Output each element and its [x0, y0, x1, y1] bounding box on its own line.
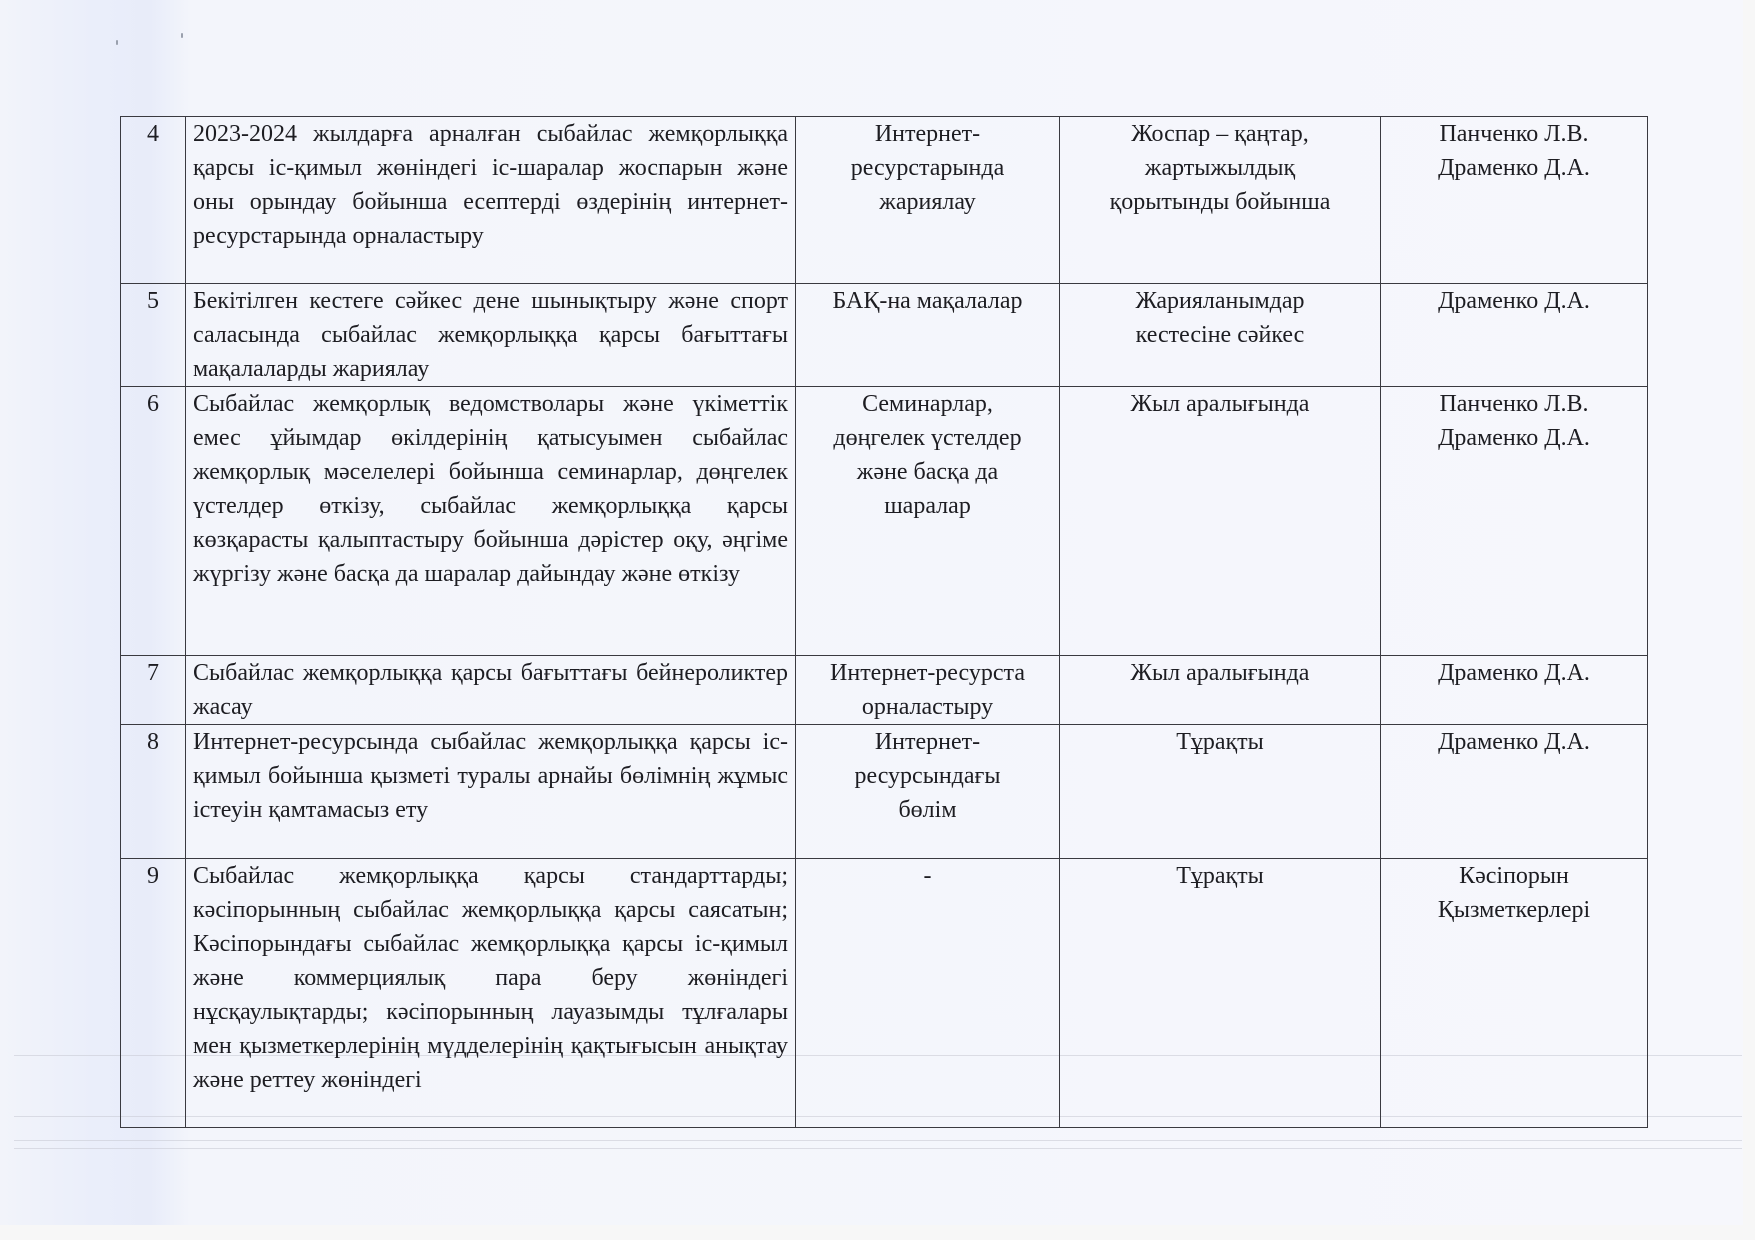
- cell-line: Жоспар – қаңтар,: [1131, 121, 1309, 147]
- responsible-cell: [1381, 859, 1648, 1128]
- cell-line: шаралар: [884, 493, 971, 519]
- cell-line: Интернет-: [874, 729, 981, 755]
- row-number: 7: [121, 656, 186, 725]
- cell-line: Жыл аралығында: [1130, 660, 1310, 686]
- cell-line: Кәсіпорын: [1459, 863, 1569, 889]
- cell-line: Жыл аралығында: [1130, 391, 1310, 417]
- completion-form-cell: [796, 117, 1060, 284]
- action-plan-table: [120, 116, 1648, 1128]
- cell-line: Семинарлар,: [862, 391, 993, 417]
- cell-line: Драменко Д.А.: [1438, 729, 1590, 755]
- cell-line: жартыжылдық: [1144, 155, 1296, 181]
- scan-speck: [116, 40, 118, 45]
- table-row: [121, 656, 1648, 725]
- scan-margin-bottom: [0, 1225, 1755, 1240]
- row-number: 5: [121, 284, 186, 387]
- scan-margin-right: [1743, 0, 1755, 1240]
- responsible-cell: [1381, 117, 1648, 284]
- cell-line: бөлім: [898, 797, 957, 823]
- completion-form-cell: [796, 656, 1060, 725]
- activity-cell: Интернет-ресурсында сыбайлас жемқорлыққа қарсы іс-қимыл бойынша қызметі туралы арнайы бөлімнің жұмыс істеуін қамтамасыз ету: [186, 725, 796, 859]
- completion-form-cell: [796, 387, 1060, 656]
- row-number: 4: [121, 117, 186, 284]
- scan-speck: [181, 33, 183, 38]
- cell-line: Тұрақты: [1176, 863, 1264, 889]
- activity-cell: Сыбайлас жемқорлыққа қарсы бағыттағы бейнероликтер жасау: [186, 656, 796, 725]
- table-row: [121, 859, 1648, 1128]
- activity-cell: Сыбайлас жемқорлық ведомстволары және үкіметтік емес ұйымдар өкілдерінің қатысуымен сыбайлас жемқорлық мәселелері бойынша семинарлар, дөңгелек үстелдер өткізу, сыбайлас жемқорлыққа қарсы көзқарасты қалыптастыру бойынша дәрістер оқу, әңгіме жүргізу және басқа да шаралар дайындау және өткізу: [186, 387, 796, 656]
- scan-artifact-line: [14, 1148, 1742, 1149]
- cell-line: Драменко Д.А.: [1438, 660, 1590, 686]
- cell-line: Жарияланымдар: [1135, 288, 1305, 314]
- cell-line: Драменко Д.А.: [1438, 288, 1590, 314]
- table-row: [121, 284, 1648, 387]
- activity-cell: Сыбайлас жемқорлыққа қарсы стандарттарды; кәсіпорынның сыбайлас жемқорлыққа қарсы саясатын; Кәсіпорындағы сыбайлас жемқорлыққа қарсы іс-қимыл және коммерциялық пара беру жөніндегі нұсқаулықтарды; кәсіпорынның лауазымды тұлғалары мен қызметкерлерінің мүдделерінің қақтығысын анықтау және реттеу жөніндегі: [186, 859, 796, 1128]
- table-row: [121, 117, 1648, 284]
- row-number: 9: [121, 859, 186, 1128]
- completion-form-cell: [796, 284, 1060, 387]
- responsible-cell: [1381, 387, 1648, 656]
- completion-form-cell: [796, 859, 1060, 1128]
- table-row: [121, 387, 1648, 656]
- activity-cell: 2023-2024 жылдарға арналған сыбайлас жемқорлыққа қарсы іс-қимыл жөніндегі іс-шаралар жоспарын және оны орындау бойынша есептерді өздерінің интернет-ресурстарында орналастыру: [186, 117, 796, 284]
- cell-line: және басқа да: [856, 459, 999, 485]
- deadline-cell: [1060, 725, 1381, 859]
- cell-line: Панченко Л.В.: [1439, 391, 1589, 417]
- cell-line: Тұрақты: [1176, 729, 1264, 755]
- cell-line: жариялау: [879, 189, 976, 215]
- deadline-cell: [1060, 859, 1381, 1128]
- cell-line: БАҚ-на мақалалар: [832, 288, 1023, 314]
- cell-line: Интернет-ресурста: [830, 660, 1025, 686]
- cell-line: Қызметкерлері: [1437, 897, 1591, 923]
- cell-line: ресурстарында: [850, 155, 1005, 181]
- responsible-cell: [1381, 656, 1648, 725]
- cell-line: ресурсындағы: [854, 763, 1001, 789]
- deadline-cell: [1060, 387, 1381, 656]
- responsible-cell: [1381, 284, 1648, 387]
- cell-line: қорытынды бойынша: [1109, 189, 1331, 215]
- deadline-cell: [1060, 656, 1381, 725]
- responsible-cell: [1381, 725, 1648, 859]
- cell-line: дөңгелек үстелдер: [833, 425, 1022, 451]
- cell-line: Интернет-: [874, 121, 981, 147]
- cell-line: Панченко Л.В.: [1439, 121, 1589, 147]
- cell-line: орналастыру: [861, 694, 994, 720]
- row-number: 6: [121, 387, 186, 656]
- deadline-cell: [1060, 117, 1381, 284]
- deadline-cell: [1060, 284, 1381, 387]
- row-number: 8: [121, 725, 186, 859]
- cell-line: -: [923, 863, 932, 889]
- completion-form-cell: [796, 725, 1060, 859]
- cell-line: кестесіне сәйкес: [1135, 322, 1305, 348]
- table-row: [121, 725, 1648, 859]
- activity-cell: Бекітілген кестеге сәйкес дене шынықтыру және спорт саласында сыбайлас жемқорлыққа қарсы бағыттағы мақалаларды жариялау: [186, 284, 796, 387]
- scan-artifact-line: [14, 1140, 1742, 1141]
- cell-line: Драменко Д.А.: [1438, 155, 1590, 181]
- cell-line: Драменко Д.А.: [1438, 425, 1590, 451]
